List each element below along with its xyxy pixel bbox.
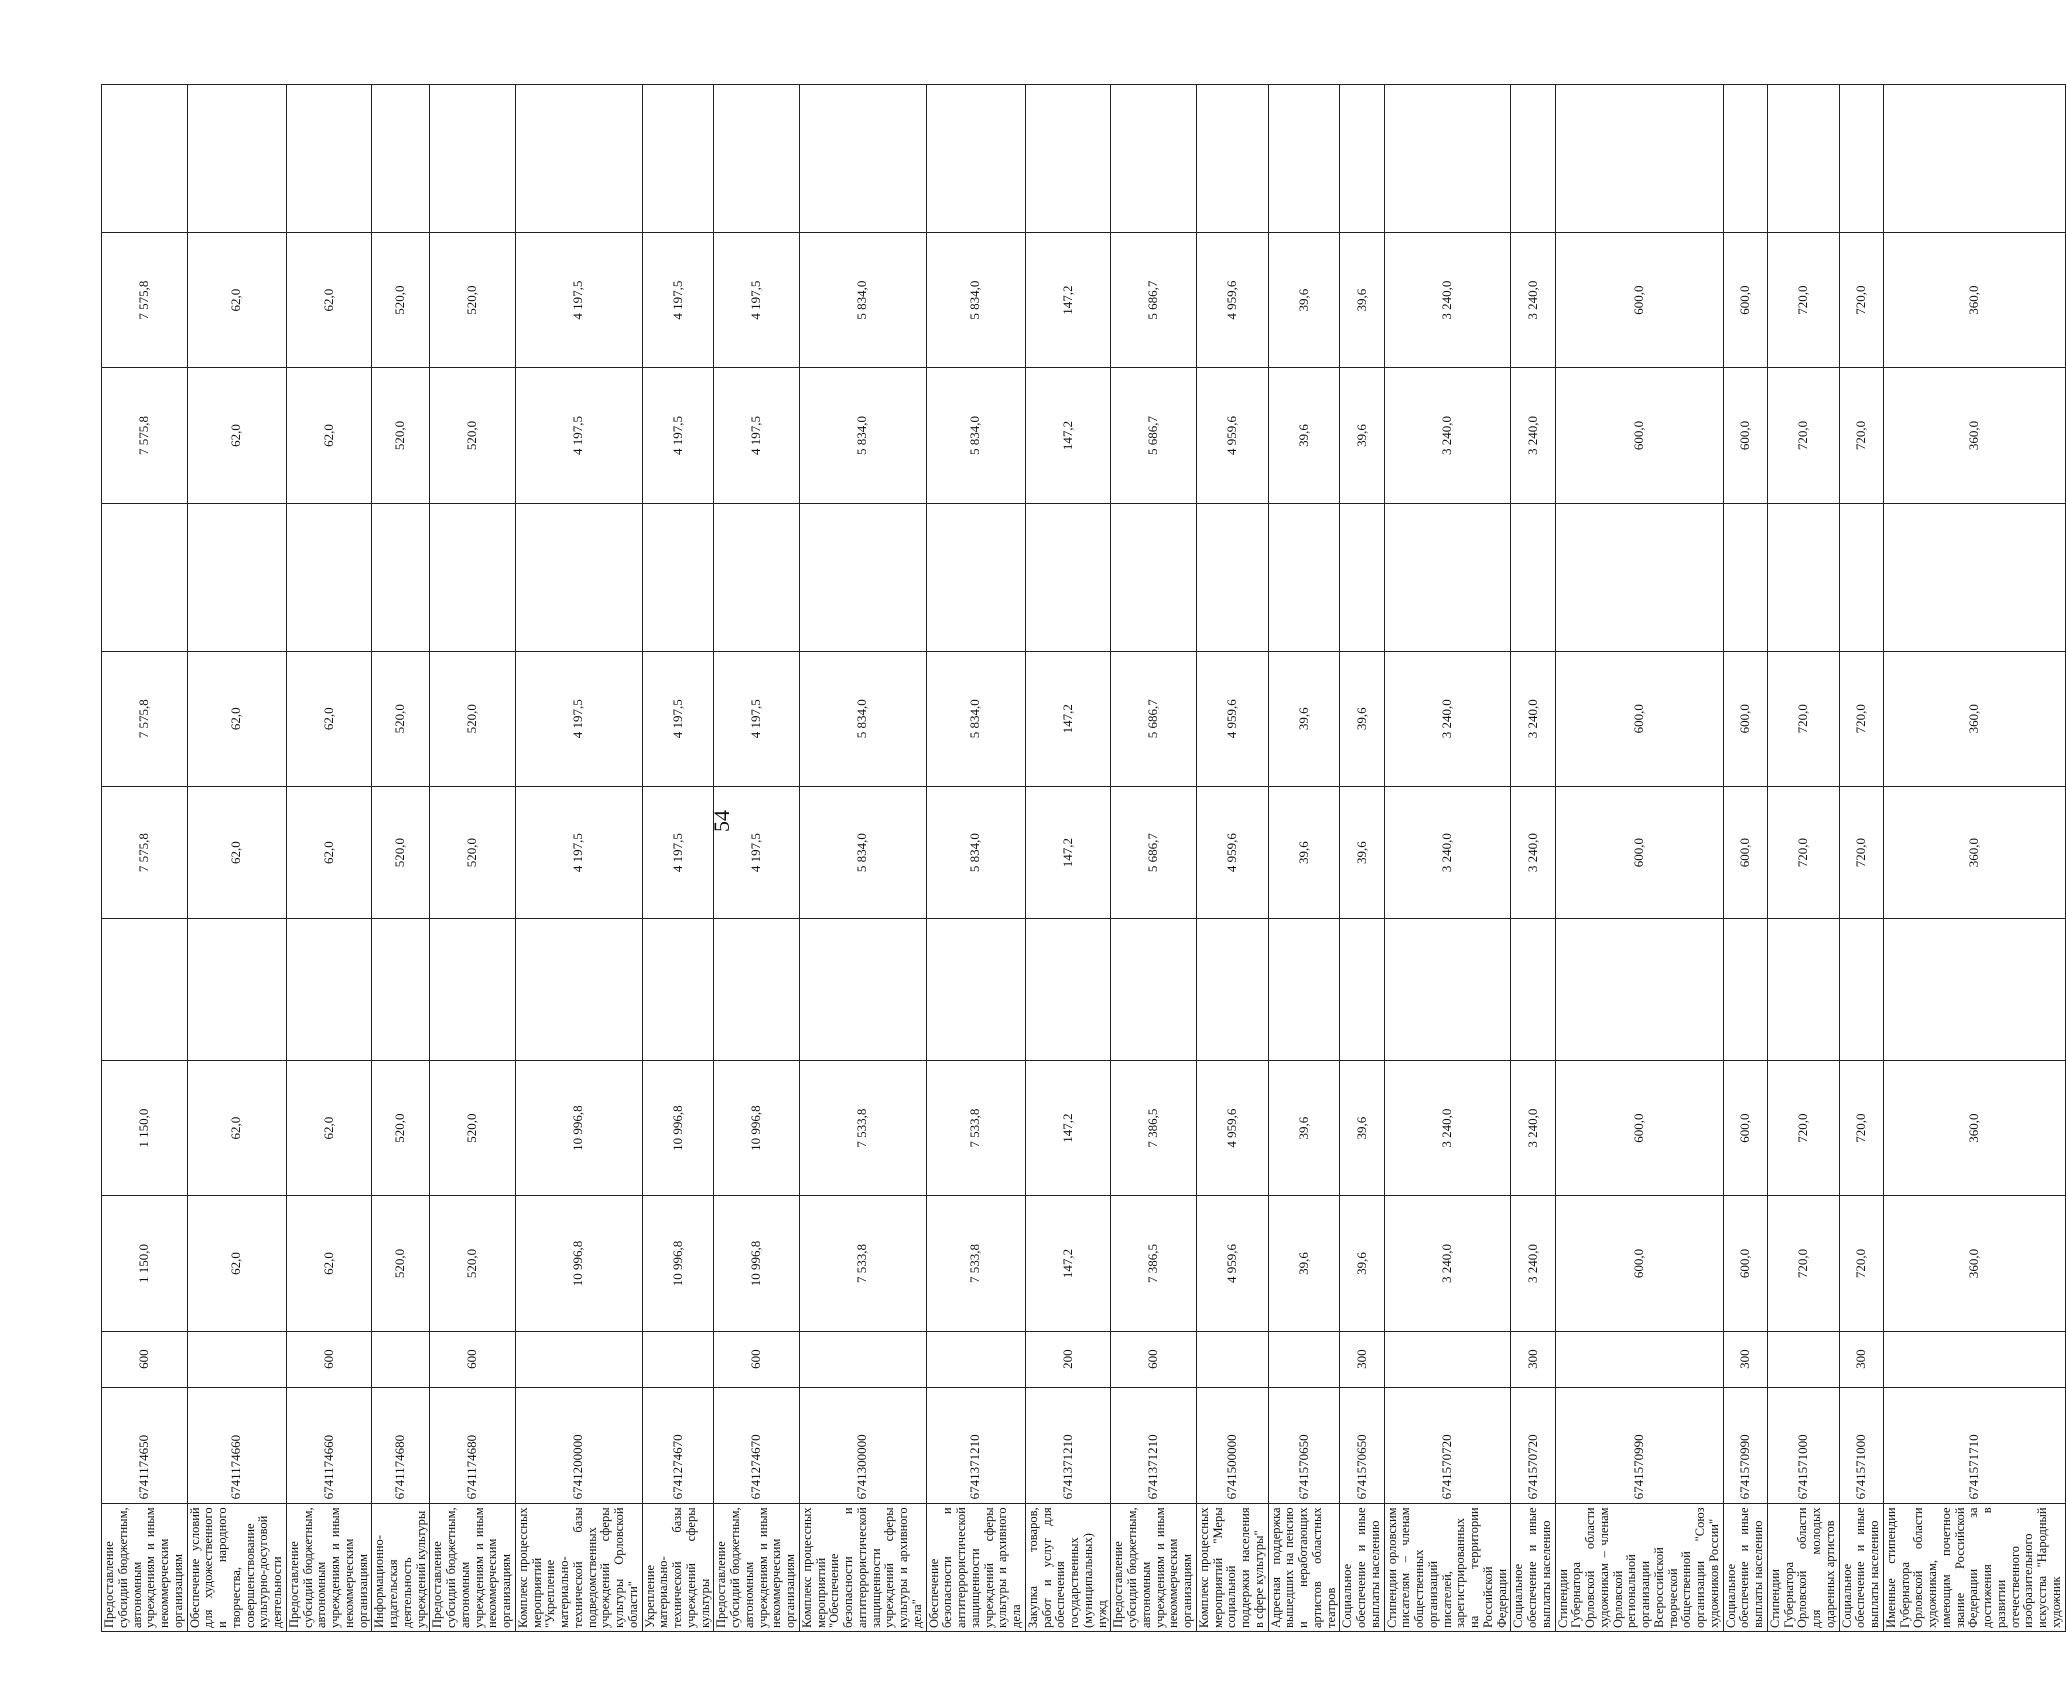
- row-value-c1: 600,0: [1723, 1196, 1767, 1331]
- row-value-c7: 600,0: [1555, 368, 1723, 503]
- row-value-c6: [515, 503, 642, 651]
- row-value-c3: [430, 919, 516, 1061]
- row-value-c7: 7 575,8: [102, 368, 188, 503]
- row-value-c4: 4 197,5: [642, 786, 714, 918]
- row-value-c3: [642, 919, 714, 1061]
- table-row: [515, 85, 642, 1632]
- table-row: [1384, 85, 1511, 1632]
- row-description: Социальное обеспечение и иные выплаты населению: [1839, 1504, 1883, 1632]
- row-value-c1: 10 996,8: [642, 1196, 714, 1331]
- row-expense-type: 300: [1511, 1331, 1555, 1387]
- table-row: [714, 85, 800, 1632]
- row-value-c3: [1111, 919, 1197, 1061]
- row-value-c5: 39,6: [1340, 651, 1384, 786]
- row-value-c6: [372, 503, 430, 651]
- row-value-c3: [1268, 919, 1340, 1061]
- row-value-c7: 39,6: [1268, 368, 1340, 503]
- row-value-c7: 5 834,0: [926, 368, 1025, 503]
- table-row: [1111, 85, 1197, 1632]
- row-value-c4: 147,2: [1025, 786, 1111, 918]
- row-value-c9: [799, 85, 926, 233]
- row-code: 6741371210: [926, 1387, 1025, 1504]
- row-code: 6741570720: [1511, 1387, 1555, 1504]
- row-value-c7: 5 686,7: [1111, 368, 1197, 503]
- row-code: 6741174660: [286, 1387, 372, 1504]
- row-value-c8: 147,2: [1025, 232, 1111, 367]
- row-value-c3: [102, 919, 188, 1061]
- row-value-c1: 4 959,6: [1196, 1196, 1268, 1331]
- budget-table: [101, 84, 2066, 1632]
- row-value-c5: 3 240,0: [1511, 651, 1555, 786]
- row-value-c1: 39,6: [1340, 1196, 1384, 1331]
- row-value-c3: [1839, 919, 1883, 1061]
- table-row: [1883, 85, 2065, 1632]
- row-description: Комплекс процессных мероприятий "Меры социальной поддержки населения в сфере культуры": [1196, 1504, 1268, 1632]
- row-value-c7: 360,0: [1883, 368, 2065, 503]
- row-value-c9: [102, 85, 188, 233]
- row-code: 6741571000: [1767, 1387, 1839, 1504]
- row-value-c5: 5 834,0: [926, 651, 1025, 786]
- row-description: Укрепление материально-технической базы учреждений сферы культуры: [642, 1504, 714, 1632]
- row-value-c2: 147,2: [1025, 1060, 1111, 1195]
- row-expense-type: [1384, 1331, 1511, 1387]
- row-description: Комплекс процессных мероприятий "Обеспечение безопасности и антитеррористической защищенности учреждений сферы культуры и архивного дела": [799, 1504, 926, 1632]
- row-value-c5: 600,0: [1723, 651, 1767, 786]
- row-description: Информационно-издательская деятельность учреждений культуры: [372, 1504, 430, 1632]
- row-value-c8: 720,0: [1839, 232, 1883, 367]
- row-code: 6741274670: [642, 1387, 714, 1504]
- row-value-c3: [1340, 919, 1384, 1061]
- row-value-c7: 600,0: [1723, 368, 1767, 503]
- row-value-c9: [1883, 85, 2065, 233]
- row-code: 6741571000: [1839, 1387, 1883, 1504]
- row-value-c1: 1 150,0: [102, 1196, 188, 1331]
- row-value-c1: 62,0: [187, 1196, 286, 1331]
- row-expense-type: [1883, 1331, 2065, 1387]
- row-value-c3: [1025, 919, 1111, 1061]
- row-value-c9: [642, 85, 714, 233]
- row-value-c4: 62,0: [187, 786, 286, 918]
- row-expense-type: 200: [1025, 1331, 1111, 1387]
- row-value-c5: 39,6: [1268, 651, 1340, 786]
- row-value-c7: 5 834,0: [799, 368, 926, 503]
- row-value-c4: 39,6: [1340, 786, 1384, 918]
- row-value-c5: 4 197,5: [642, 651, 714, 786]
- row-value-c6: [926, 503, 1025, 651]
- table-row: [187, 85, 286, 1632]
- row-value-c6: [1555, 503, 1723, 651]
- row-description: Предоставление субсидий бюджетным, автономным учреждениям и иным некоммерческим организациям: [714, 1504, 800, 1632]
- row-value-c6: [1723, 503, 1767, 651]
- row-value-c4: 4 197,5: [714, 786, 800, 918]
- row-value-c3: [372, 919, 430, 1061]
- row-value-c2: 39,6: [1268, 1060, 1340, 1195]
- row-value-c5: 360,0: [1883, 651, 2065, 786]
- row-value-c9: [1111, 85, 1197, 233]
- row-value-c8: 3 240,0: [1384, 232, 1511, 367]
- row-value-c3: [1723, 919, 1767, 1061]
- row-value-c4: 5 686,7: [1111, 786, 1197, 918]
- row-code: 6741371210: [1025, 1387, 1111, 1504]
- row-value-c9: [1268, 85, 1340, 233]
- row-value-c7: 62,0: [187, 368, 286, 503]
- row-expense-type: [1767, 1331, 1839, 1387]
- row-value-c2: 7 533,8: [799, 1060, 926, 1195]
- row-code: 6741570990: [1555, 1387, 1723, 1504]
- row-value-c2: 720,0: [1839, 1060, 1883, 1195]
- row-value-c2: 10 996,8: [642, 1060, 714, 1195]
- row-value-c2: 520,0: [430, 1060, 516, 1195]
- row-description: Предоставление субсидий бюджетным, автономным учреждениям и иным некоммерческим организациям: [102, 1504, 188, 1632]
- row-description: Предоставление субсидий бюджетным, автономным учреждениям и иным некоммерческим организациям: [1111, 1504, 1197, 1632]
- row-value-c5: 720,0: [1767, 651, 1839, 786]
- row-value-c1: 520,0: [430, 1196, 516, 1331]
- row-value-c6: [714, 503, 800, 651]
- row-code: 6741570650: [1340, 1387, 1384, 1504]
- row-value-c5: 4 197,5: [714, 651, 800, 786]
- row-value-c3: [799, 919, 926, 1061]
- row-value-c3: [1767, 919, 1839, 1061]
- row-value-c2: 4 959,6: [1196, 1060, 1268, 1195]
- table-row: [1767, 85, 1839, 1632]
- budget-table-rotated: [101, 84, 2063, 1632]
- row-value-c1: 520,0: [372, 1196, 430, 1331]
- row-value-c1: 147,2: [1025, 1196, 1111, 1331]
- row-value-c6: [1196, 503, 1268, 651]
- row-value-c8: 62,0: [286, 232, 372, 367]
- row-value-c9: [1767, 85, 1839, 233]
- row-value-c8: 39,6: [1268, 232, 1340, 367]
- row-value-c7: 4 197,5: [515, 368, 642, 503]
- row-expense-type: 600: [430, 1331, 516, 1387]
- row-value-c1: 7 533,8: [799, 1196, 926, 1331]
- row-value-c4: 520,0: [372, 786, 430, 918]
- table-row: [1025, 85, 1111, 1632]
- row-expense-type: 300: [1723, 1331, 1767, 1387]
- row-value-c4: 3 240,0: [1511, 786, 1555, 918]
- row-value-c7: 720,0: [1767, 368, 1839, 503]
- row-value-c1: 62,0: [286, 1196, 372, 1331]
- row-value-c1: 7 533,8: [926, 1196, 1025, 1331]
- table-row: [1511, 85, 1555, 1632]
- row-description: Закупка товаров, работ и услуг для обеспечения государственных (муниципальных) нужд: [1025, 1504, 1111, 1632]
- row-description: Обеспечение условий для художественного и народного творчества, совершенствование культурно-досуговой деятельности: [187, 1504, 286, 1632]
- row-value-c4: 520,0: [430, 786, 516, 918]
- row-value-c4: 7 575,8: [102, 786, 188, 918]
- row-expense-type: [799, 1331, 926, 1387]
- row-code: 6741570650: [1268, 1387, 1340, 1504]
- row-value-c9: [1025, 85, 1111, 233]
- row-value-c9: [1839, 85, 1883, 233]
- row-value-c3: [714, 919, 800, 1061]
- row-value-c2: 520,0: [372, 1060, 430, 1195]
- row-expense-type: [926, 1331, 1025, 1387]
- row-value-c2: 62,0: [286, 1060, 372, 1195]
- row-value-c8: 5 834,0: [799, 232, 926, 367]
- table-row: [1268, 85, 1340, 1632]
- row-value-c6: [187, 503, 286, 651]
- row-value-c9: [187, 85, 286, 233]
- row-value-c6: [1384, 503, 1511, 651]
- table-row: [1839, 85, 1883, 1632]
- row-value-c7: 4 197,5: [642, 368, 714, 503]
- row-code: 6741174660: [187, 1387, 286, 1504]
- row-value-c5: 5 686,7: [1111, 651, 1197, 786]
- row-code: 6741570990: [1723, 1387, 1767, 1504]
- row-code: 6741200000: [515, 1387, 642, 1504]
- row-description: Комплекс процессных мероприятий "Укрепление материально-технической базы подведомственных учреждений сферы культуры Орловской области": [515, 1504, 642, 1632]
- row-value-c2: 39,6: [1340, 1060, 1384, 1195]
- row-description: Предоставление субсидий бюджетным, автономным учреждениям и иным некоммерческим организациям: [430, 1504, 516, 1632]
- row-description: Стипендии Губернатора Орловской области художникам – членам Орловской региональной организации Всероссийской творческой общественной организации "Союз художников России": [1555, 1504, 1723, 1632]
- row-value-c6: [1767, 503, 1839, 651]
- row-value-c6: [642, 503, 714, 651]
- row-value-c9: [1555, 85, 1723, 233]
- row-code: 6741274670: [714, 1387, 800, 1504]
- row-value-c5: 4 197,5: [515, 651, 642, 786]
- row-value-c4: 3 240,0: [1384, 786, 1511, 918]
- row-value-c8: 62,0: [187, 232, 286, 367]
- row-value-c2: 600,0: [1555, 1060, 1723, 1195]
- row-value-c9: [1384, 85, 1511, 233]
- row-value-c6: [799, 503, 926, 651]
- row-value-c8: 5 686,7: [1111, 232, 1197, 367]
- row-value-c8: 600,0: [1723, 232, 1767, 367]
- row-value-c5: 4 959,6: [1196, 651, 1268, 786]
- row-value-c5: 720,0: [1839, 651, 1883, 786]
- table-row: [799, 85, 926, 1632]
- row-expense-type: [1268, 1331, 1340, 1387]
- row-value-c6: [1511, 503, 1555, 651]
- row-value-c1: 600,0: [1555, 1196, 1723, 1331]
- row-value-c6: [1111, 503, 1197, 651]
- row-value-c4: 39,6: [1268, 786, 1340, 918]
- row-value-c1: 10 996,8: [714, 1196, 800, 1331]
- row-description: Стипендии орловским писателям – членам общественных организаций писателей, зарегистрированных на территории Российской Федерации: [1384, 1504, 1511, 1632]
- row-value-c8: 600,0: [1555, 232, 1723, 367]
- row-code: 6741570720: [1384, 1387, 1511, 1504]
- row-value-c7: 720,0: [1839, 368, 1883, 503]
- row-value-c2: 600,0: [1723, 1060, 1767, 1195]
- row-expense-type: 600: [286, 1331, 372, 1387]
- row-value-c8: 4 197,5: [714, 232, 800, 367]
- row-value-c1: 720,0: [1839, 1196, 1883, 1331]
- row-value-c8: 4 959,6: [1196, 232, 1268, 367]
- row-code: 6741500000: [1196, 1387, 1268, 1504]
- table-row: [1340, 85, 1384, 1632]
- row-value-c2: 62,0: [187, 1060, 286, 1195]
- row-value-c6: [1340, 503, 1384, 651]
- row-value-c5: 62,0: [286, 651, 372, 786]
- row-value-c1: 3 240,0: [1511, 1196, 1555, 1331]
- table-row: [1555, 85, 1723, 1632]
- row-code: 6741174680: [372, 1387, 430, 1504]
- row-code: 6741371210: [1111, 1387, 1197, 1504]
- row-value-c8: 720,0: [1767, 232, 1839, 367]
- row-expense-type: [515, 1331, 642, 1387]
- row-value-c4: 360,0: [1883, 786, 2065, 918]
- row-code: 6741300000: [799, 1387, 926, 1504]
- row-value-c7: 39,6: [1340, 368, 1384, 503]
- row-value-c4: 4 959,6: [1196, 786, 1268, 918]
- row-value-c2: 3 240,0: [1511, 1060, 1555, 1195]
- row-expense-type: 600: [714, 1331, 800, 1387]
- row-expense-type: 300: [1340, 1331, 1384, 1387]
- row-value-c4: 5 834,0: [799, 786, 926, 918]
- row-value-c3: [1883, 919, 2065, 1061]
- row-value-c5: 600,0: [1555, 651, 1723, 786]
- row-value-c4: 5 834,0: [926, 786, 1025, 918]
- row-value-c9: [1196, 85, 1268, 233]
- row-value-c1: 360,0: [1883, 1196, 2065, 1331]
- row-value-c2: 720,0: [1767, 1060, 1839, 1195]
- row-value-c1: 39,6: [1268, 1196, 1340, 1331]
- row-value-c3: [1196, 919, 1268, 1061]
- row-value-c6: [1268, 503, 1340, 651]
- row-value-c9: [515, 85, 642, 233]
- row-value-c8: 4 197,5: [642, 232, 714, 367]
- row-value-c3: [187, 919, 286, 1061]
- row-value-c6: [430, 503, 516, 651]
- row-value-c5: 3 240,0: [1384, 651, 1511, 786]
- page-number: 54: [709, 810, 734, 832]
- row-value-c8: 520,0: [430, 232, 516, 367]
- row-value-c5: 147,2: [1025, 651, 1111, 786]
- row-description: Адресная поддержка вышедших на пенсию и неработающих артистов областных театров: [1268, 1504, 1340, 1632]
- row-value-c8: 7 575,8: [102, 232, 188, 367]
- row-value-c4: 720,0: [1767, 786, 1839, 918]
- row-value-c5: 62,0: [187, 651, 286, 786]
- table-row: [1196, 85, 1268, 1632]
- row-value-c6: [102, 503, 188, 651]
- row-value-c7: 4 197,5: [714, 368, 800, 503]
- row-value-c6: [1883, 503, 2065, 651]
- row-value-c8: 4 197,5: [515, 232, 642, 367]
- row-value-c1: 720,0: [1767, 1196, 1839, 1331]
- row-value-c8: 5 834,0: [926, 232, 1025, 367]
- table-row: [642, 85, 714, 1632]
- row-value-c7: 520,0: [430, 368, 516, 503]
- row-description: Социальное обеспечение и иные выплаты населению: [1340, 1504, 1384, 1632]
- row-expense-type: [1555, 1331, 1723, 1387]
- row-value-c4: 720,0: [1839, 786, 1883, 918]
- row-value-c9: [430, 85, 516, 233]
- row-expense-type: 600: [1111, 1331, 1197, 1387]
- row-value-c8: 520,0: [372, 232, 430, 367]
- row-value-c3: [1384, 919, 1511, 1061]
- row-expense-type: [187, 1331, 286, 1387]
- row-value-c5: 5 834,0: [799, 651, 926, 786]
- row-value-c5: 520,0: [430, 651, 516, 786]
- row-value-c9: [1723, 85, 1767, 233]
- row-value-c2: 7 386,5: [1111, 1060, 1197, 1195]
- row-value-c7: 520,0: [372, 368, 430, 503]
- row-expense-type: [1196, 1331, 1268, 1387]
- row-value-c7: 3 240,0: [1384, 368, 1511, 503]
- row-description: Стипендии Губернатора Орловской области для молодых одаренных артистов: [1767, 1504, 1839, 1632]
- row-value-c3: [926, 919, 1025, 1061]
- row-value-c2: 3 240,0: [1384, 1060, 1511, 1195]
- table-row: [1723, 85, 1767, 1632]
- row-value-c9: [372, 85, 430, 233]
- row-value-c9: [714, 85, 800, 233]
- row-value-c3: [1555, 919, 1723, 1061]
- row-code: 6741174680: [430, 1387, 516, 1504]
- row-expense-type: [642, 1331, 714, 1387]
- row-value-c9: [286, 85, 372, 233]
- row-description: Обеспечение безопасности и антитеррористической защищенности учреждений сферы культуры и архивного дела: [926, 1504, 1025, 1632]
- row-value-c3: [515, 919, 642, 1061]
- row-value-c4: 600,0: [1723, 786, 1767, 918]
- row-value-c8: 3 240,0: [1511, 232, 1555, 367]
- row-expense-type: 300: [1839, 1331, 1883, 1387]
- row-code: 6741174650: [102, 1387, 188, 1504]
- row-value-c2: 10 996,8: [515, 1060, 642, 1195]
- row-value-c2: 360,0: [1883, 1060, 2065, 1195]
- row-value-c6: [1025, 503, 1111, 651]
- table-row: [372, 85, 430, 1632]
- row-value-c7: 4 959,6: [1196, 368, 1268, 503]
- row-value-c4: 600,0: [1555, 786, 1723, 918]
- row-value-c4: 62,0: [286, 786, 372, 918]
- row-value-c1: 7 386,5: [1111, 1196, 1197, 1331]
- row-value-c3: [286, 919, 372, 1061]
- row-value-c9: [1511, 85, 1555, 233]
- row-value-c7: 3 240,0: [1511, 368, 1555, 503]
- row-value-c7: 147,2: [1025, 368, 1111, 503]
- table-row: [926, 85, 1025, 1632]
- row-value-c5: 7 575,8: [102, 651, 188, 786]
- row-description: Именные стипендии Губернатора Орловской области художникам, имеющим почетное звание Российской Федерации за достижения в развитии отечественного изобразительного искусства "Народный художник: [1883, 1504, 2065, 1632]
- table-row: [286, 85, 372, 1632]
- row-value-c9: [926, 85, 1025, 233]
- row-value-c2: 1 150,0: [102, 1060, 188, 1195]
- row-description: Социальное обеспечение и иные выплаты населению: [1511, 1504, 1555, 1632]
- row-value-c4: 4 197,5: [515, 786, 642, 918]
- row-value-c2: 10 996,8: [714, 1060, 800, 1195]
- row-value-c2: 7 533,8: [926, 1060, 1025, 1195]
- row-value-c1: 3 240,0: [1384, 1196, 1511, 1331]
- row-value-c8: 360,0: [1883, 232, 2065, 367]
- row-expense-type: [372, 1331, 430, 1387]
- table-row: [430, 85, 516, 1632]
- row-value-c6: [286, 503, 372, 651]
- row-code: 6741571710: [1883, 1387, 2065, 1504]
- row-value-c8: 39,6: [1340, 232, 1384, 367]
- row-value-c1: 10 996,8: [515, 1196, 642, 1331]
- table-row: [102, 85, 188, 1632]
- row-expense-type: 600: [102, 1331, 188, 1387]
- row-value-c6: [1839, 503, 1883, 651]
- row-value-c5: 520,0: [372, 651, 430, 786]
- row-value-c7: 62,0: [286, 368, 372, 503]
- row-description: Социальное обеспечение и иные выплаты населению: [1723, 1504, 1767, 1632]
- row-description: Предоставление субсидий бюджетным, автономным учреждениям и иным некоммерческим организациям: [286, 1504, 372, 1632]
- row-value-c9: [1340, 85, 1384, 233]
- row-value-c3: [1511, 919, 1555, 1061]
